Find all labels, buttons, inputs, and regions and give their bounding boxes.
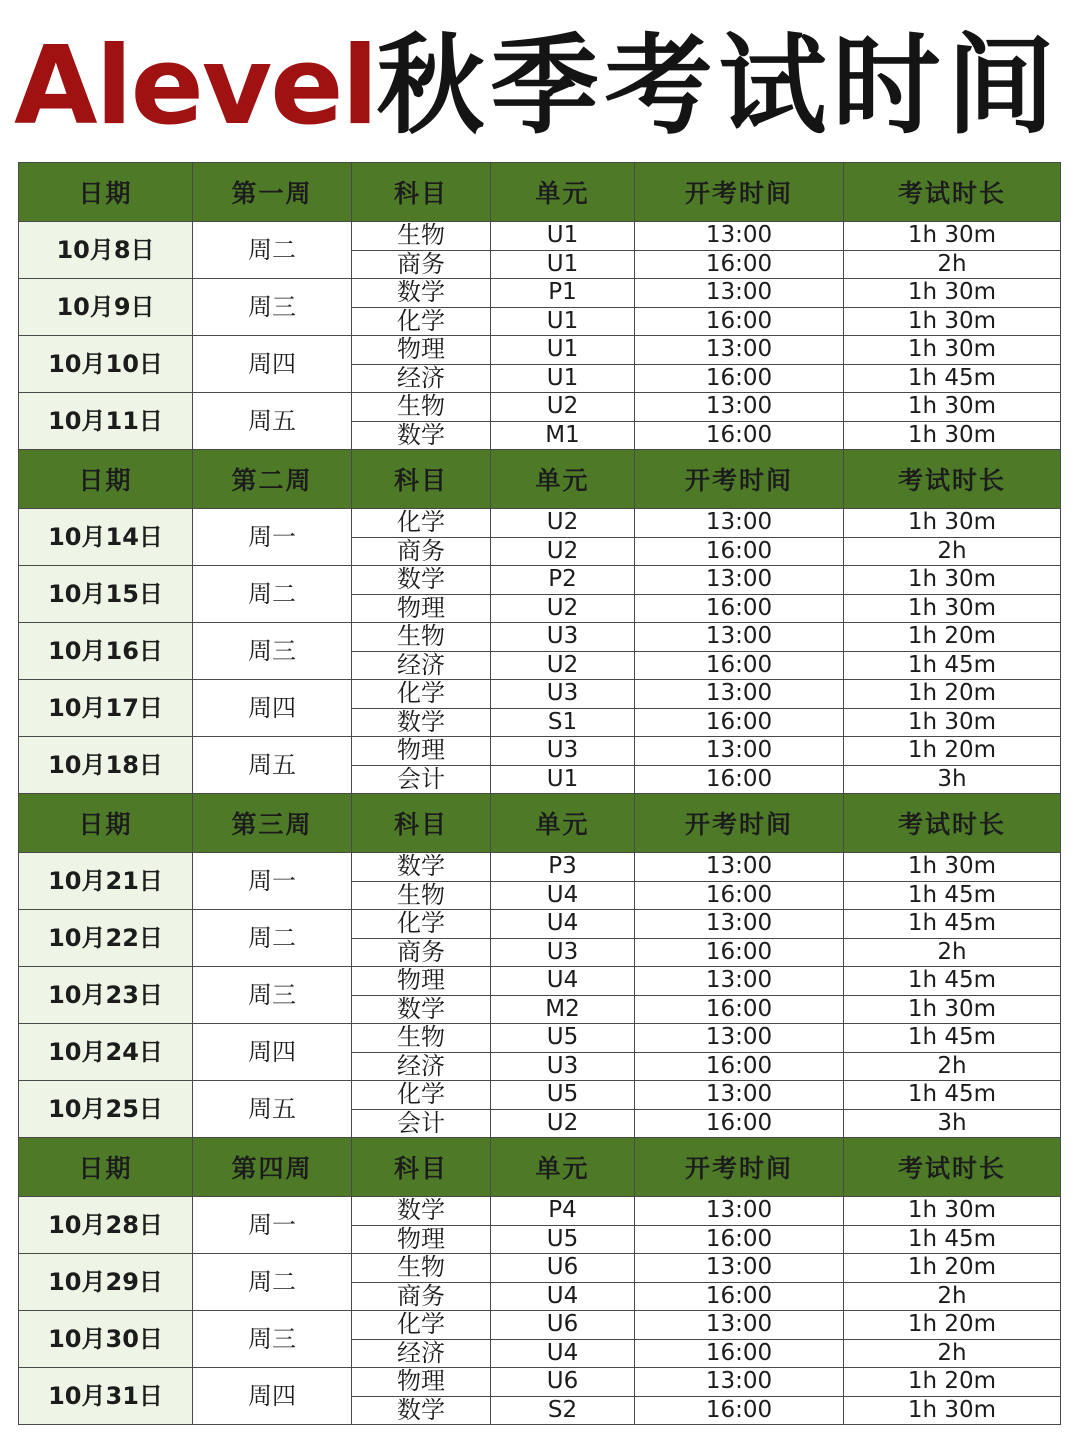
duration-cell: 1h 30m [844,393,1061,422]
week-header-row [19,794,1061,853]
start-time-cell: 13:00 [635,279,844,308]
weekday-cell: 周五 [193,737,352,794]
unit-cell: S2 [491,1396,635,1425]
unit-cell: S1 [491,708,635,737]
start-time-cell: 16:00 [635,938,844,967]
table-row [19,967,1061,996]
title-chinese: 秋季考试时间 [376,24,1061,149]
subject-cell: 数学 [352,853,491,882]
schedule-body [19,163,1061,1425]
start-time-cell: 16:00 [635,1052,844,1081]
date-cell: 10月30日 [19,1311,193,1368]
start-time-cell: 16:00 [635,1396,844,1425]
subject-cell: 物理 [352,1368,491,1397]
duration-cell: 1h 45m [844,967,1061,996]
date-cell: 10月11日 [19,393,193,450]
header-date: 日期 [19,794,193,853]
header-subject: 科目 [352,794,491,853]
date-cell: 10月15日 [19,566,193,623]
header-duration: 考试时长 [844,163,1061,222]
weekday-cell: 周三 [193,279,352,336]
header-week: 第三周 [193,794,352,853]
unit-cell: U4 [491,967,635,996]
weekday-cell: 周四 [193,680,352,737]
start-time-cell: 13:00 [635,680,844,709]
weekday-cell: 周一 [193,509,352,566]
duration-cell: 2h [844,1052,1061,1081]
header-subject: 科目 [352,163,491,222]
subject-cell: 商务 [352,250,491,279]
header-date: 日期 [19,450,193,509]
unit-cell: U3 [491,938,635,967]
table-row [19,623,1061,652]
weekday-cell: 周二 [193,910,352,967]
date-cell: 10月21日 [19,853,193,910]
duration-cell: 3h [844,765,1061,794]
header-subject: 科目 [352,450,491,509]
weekday-cell: 周五 [193,1081,352,1138]
subject-cell: 生物 [352,1254,491,1283]
duration-cell: 1h 45m [844,881,1061,910]
unit-cell: M2 [491,995,635,1024]
table-row [19,1081,1061,1110]
subject-cell: 数学 [352,708,491,737]
subject-cell: 数学 [352,279,491,308]
table-row [19,680,1061,709]
subject-cell: 物理 [352,594,491,623]
table-row [19,1311,1061,1340]
header-unit: 单元 [491,794,635,853]
unit-cell: U1 [491,336,635,365]
start-time-cell: 16:00 [635,307,844,336]
unit-cell: P1 [491,279,635,308]
subject-cell: 物理 [352,1225,491,1254]
header-unit: 单元 [491,163,635,222]
unit-cell: U4 [491,881,635,910]
start-time-cell: 16:00 [635,250,844,279]
table-row [19,393,1061,422]
weekday-cell: 周四 [193,1368,352,1425]
date-cell: 10月31日 [19,1368,193,1425]
duration-cell: 1h 45m [844,1225,1061,1254]
start-time-cell: 16:00 [635,708,844,737]
header-duration: 考试时长 [844,1138,1061,1197]
subject-cell: 生物 [352,393,491,422]
duration-cell: 1h 30m [844,708,1061,737]
subject-cell: 化学 [352,509,491,538]
weekday-cell: 周五 [193,393,352,450]
weekday-cell: 周四 [193,336,352,393]
subject-cell: 商务 [352,1282,491,1311]
unit-cell: U1 [491,307,635,336]
table-row [19,566,1061,595]
start-time-cell: 13:00 [635,1368,844,1397]
subject-cell: 商务 [352,537,491,566]
subject-cell: 化学 [352,910,491,939]
start-time-cell: 13:00 [635,509,844,538]
date-cell: 10月8日 [19,222,193,279]
unit-cell: M1 [491,421,635,450]
start-time-cell: 13:00 [635,222,844,251]
week-header-row [19,450,1061,509]
duration-cell: 3h [844,1109,1061,1138]
week-header-row [19,163,1061,222]
duration-cell: 1h 30m [844,279,1061,308]
subject-cell: 数学 [352,1396,491,1425]
start-time-cell: 13:00 [635,967,844,996]
table-row [19,509,1061,538]
weekday-cell: 周四 [193,1024,352,1081]
date-cell: 10月16日 [19,623,193,680]
header-start-time: 开考时间 [635,1138,844,1197]
subject-cell: 化学 [352,1311,491,1340]
date-cell: 10月22日 [19,910,193,967]
date-cell: 10月14日 [19,509,193,566]
header-duration: 考试时长 [844,450,1061,509]
date-cell: 10月28日 [19,1197,193,1254]
date-cell: 10月18日 [19,737,193,794]
start-time-cell: 13:00 [635,393,844,422]
unit-cell: U5 [491,1225,635,1254]
subject-cell: 经济 [352,1339,491,1368]
unit-cell: U3 [491,680,635,709]
unit-cell: U2 [491,1109,635,1138]
table-row [19,336,1061,365]
table-row [19,853,1061,882]
start-time-cell: 13:00 [635,1311,844,1340]
date-cell: 10月24日 [19,1024,193,1081]
header-week: 第二周 [193,450,352,509]
start-time-cell: 16:00 [635,1109,844,1138]
duration-cell: 1h 45m [844,651,1061,680]
duration-cell: 2h [844,537,1061,566]
unit-cell: U5 [491,1024,635,1053]
start-time-cell: 13:00 [635,910,844,939]
subject-cell: 物理 [352,336,491,365]
date-cell: 10月25日 [19,1081,193,1138]
unit-cell: U3 [491,737,635,766]
subject-cell: 经济 [352,651,491,680]
header-unit: 单元 [491,1138,635,1197]
start-time-cell: 16:00 [635,1282,844,1311]
duration-cell: 1h 30m [844,566,1061,595]
duration-cell: 1h 20m [844,680,1061,709]
subject-cell: 生物 [352,623,491,652]
subject-cell: 生物 [352,1024,491,1053]
start-time-cell: 13:00 [635,1197,844,1226]
start-time-cell: 16:00 [635,421,844,450]
duration-cell: 2h [844,1282,1061,1311]
duration-cell: 1h 20m [844,623,1061,652]
duration-cell: 1h 45m [844,910,1061,939]
unit-cell: P2 [491,566,635,595]
subject-cell: 生物 [352,222,491,251]
duration-cell: 1h 30m [844,509,1061,538]
duration-cell: 2h [844,250,1061,279]
subject-cell: 化学 [352,307,491,336]
start-time-cell: 16:00 [635,364,844,393]
unit-cell: U2 [491,594,635,623]
start-time-cell: 13:00 [635,1081,844,1110]
unit-cell: U2 [491,651,635,680]
unit-cell: U1 [491,765,635,794]
start-time-cell: 13:00 [635,737,844,766]
header-duration: 考试时长 [844,794,1061,853]
table-row [19,737,1061,766]
duration-cell: 1h 30m [844,1197,1061,1226]
header-date: 日期 [19,163,193,222]
duration-cell: 1h 30m [844,421,1061,450]
unit-cell: U3 [491,623,635,652]
date-cell: 10月17日 [19,680,193,737]
unit-cell: U2 [491,393,635,422]
subject-cell: 数学 [352,566,491,595]
weekday-cell: 周二 [193,566,352,623]
unit-cell: U1 [491,222,635,251]
start-time-cell: 16:00 [635,995,844,1024]
unit-cell: U4 [491,910,635,939]
weekday-cell: 周三 [193,967,352,1024]
subject-cell: 数学 [352,1197,491,1226]
header-week: 第四周 [193,1138,352,1197]
table-row [19,222,1061,251]
weekday-cell: 周二 [193,1254,352,1311]
table-row [19,1254,1061,1283]
table-row [19,279,1061,308]
header-date: 日期 [19,1138,193,1197]
duration-cell: 2h [844,1339,1061,1368]
duration-cell: 1h 45m [844,364,1061,393]
subject-cell: 数学 [352,421,491,450]
weekday-cell: 周一 [193,1197,352,1254]
subject-cell: 生物 [352,881,491,910]
header-week: 第一周 [193,163,352,222]
subject-cell: 化学 [352,1081,491,1110]
date-cell: 10月29日 [19,1254,193,1311]
table-row [19,1024,1061,1053]
start-time-cell: 16:00 [635,765,844,794]
header-start-time: 开考时间 [635,450,844,509]
start-time-cell: 16:00 [635,1225,844,1254]
title-english: Alevel [14,24,377,149]
subject-cell: 经济 [352,1052,491,1081]
exam-schedule-table [18,162,1061,1425]
subject-cell: 物理 [352,967,491,996]
weekday-cell: 周三 [193,623,352,680]
start-time-cell: 13:00 [635,336,844,365]
subject-cell: 经济 [352,364,491,393]
start-time-cell: 16:00 [635,651,844,680]
unit-cell: U3 [491,1052,635,1081]
start-time-cell: 16:00 [635,1339,844,1368]
start-time-cell: 13:00 [635,853,844,882]
duration-cell: 2h [844,938,1061,967]
duration-cell: 1h 45m [844,1024,1061,1053]
subject-cell: 商务 [352,938,491,967]
duration-cell: 1h 20m [844,1311,1061,1340]
subject-cell: 会计 [352,1109,491,1138]
weekday-cell: 周一 [193,853,352,910]
start-time-cell: 13:00 [635,623,844,652]
subject-cell: 数学 [352,995,491,1024]
duration-cell: 1h 30m [844,1396,1061,1425]
header-start-time: 开考时间 [635,794,844,853]
duration-cell: 1h 30m [844,594,1061,623]
duration-cell: 1h 30m [844,995,1061,1024]
table-row [19,1368,1061,1397]
duration-cell: 1h 30m [844,307,1061,336]
duration-cell: 1h 30m [844,853,1061,882]
header-unit: 单元 [491,450,635,509]
date-cell: 10月23日 [19,967,193,1024]
page-title [14,24,1061,149]
duration-cell: 1h 30m [844,336,1061,365]
unit-cell: U5 [491,1081,635,1110]
week-header-row [19,1138,1061,1197]
table-row [19,1197,1061,1226]
unit-cell: U4 [491,1339,635,1368]
duration-cell: 1h 45m [844,1081,1061,1110]
subject-cell: 会计 [352,765,491,794]
unit-cell: U2 [491,509,635,538]
subject-cell: 化学 [352,680,491,709]
header-start-time: 开考时间 [635,163,844,222]
subject-cell: 物理 [352,737,491,766]
unit-cell: U4 [491,1282,635,1311]
start-time-cell: 13:00 [635,1024,844,1053]
start-time-cell: 13:00 [635,1254,844,1283]
weekday-cell: 周三 [193,1311,352,1368]
unit-cell: U6 [491,1254,635,1283]
unit-cell: U2 [491,537,635,566]
weekday-cell: 周二 [193,222,352,279]
unit-cell: U1 [491,364,635,393]
start-time-cell: 16:00 [635,594,844,623]
unit-cell: U1 [491,250,635,279]
duration-cell: 1h 30m [844,222,1061,251]
unit-cell: U6 [491,1311,635,1340]
date-cell: 10月9日 [19,279,193,336]
duration-cell: 1h 20m [844,737,1061,766]
start-time-cell: 16:00 [635,881,844,910]
duration-cell: 1h 20m [844,1254,1061,1283]
start-time-cell: 13:00 [635,566,844,595]
duration-cell: 1h 20m [844,1368,1061,1397]
header-subject: 科目 [352,1138,491,1197]
unit-cell: P4 [491,1197,635,1226]
unit-cell: U6 [491,1368,635,1397]
start-time-cell: 16:00 [635,537,844,566]
table-row [19,910,1061,939]
date-cell: 10月10日 [19,336,193,393]
unit-cell: P3 [491,853,635,882]
